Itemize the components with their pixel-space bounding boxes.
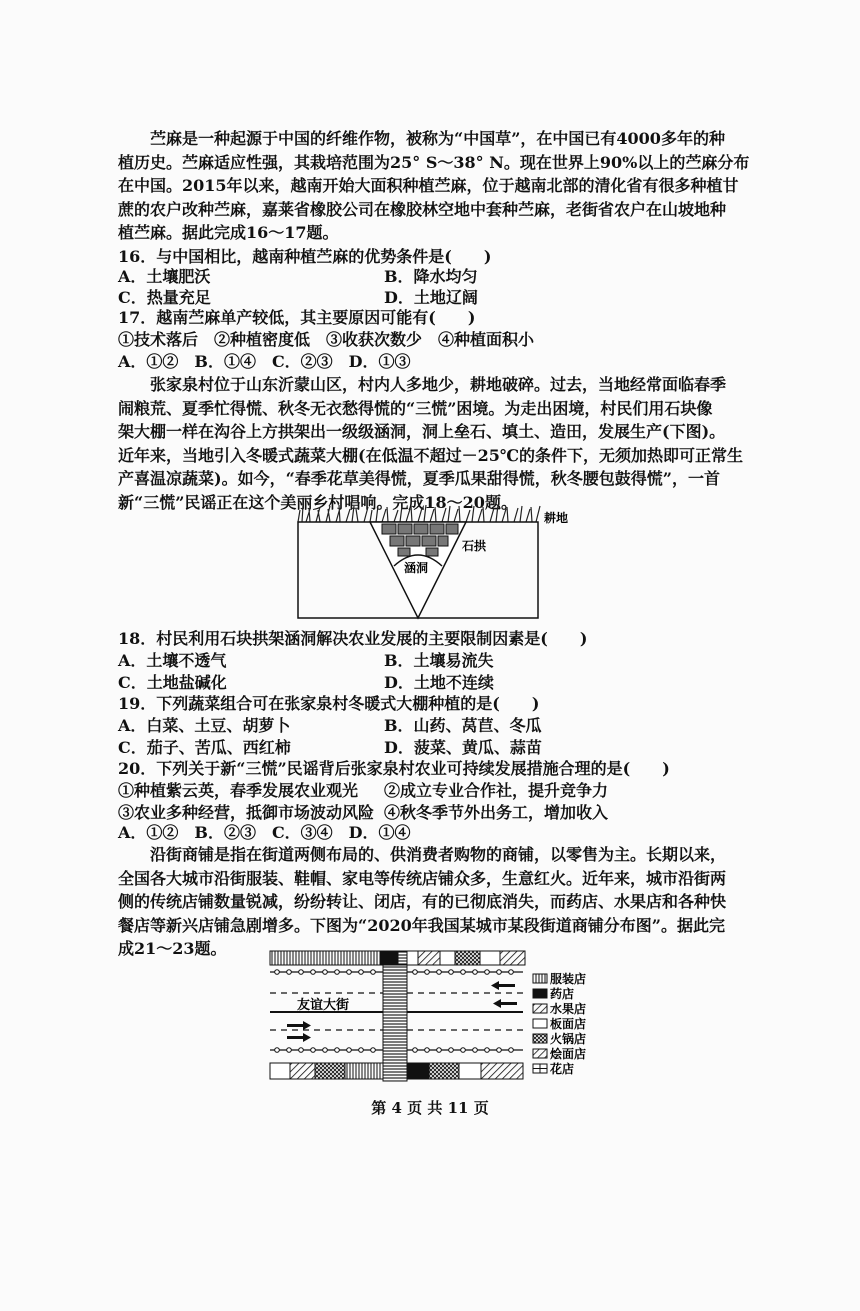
passage-line: 全国各大城市沿街服装、鞋帽、家电等传统店铺众多，生意红火。近年来，城市沿街两 <box>118 868 727 888</box>
passage-line: 植苎麻。据此完成16～17题。 <box>118 223 339 242</box>
q19-option-b: B．山药、莴苣、冬瓜 <box>384 716 542 735</box>
q18-option-d: D．土地不连续 <box>384 673 494 692</box>
passage-street-shops <box>118 843 758 961</box>
question-16-stem: 16．与中国相比，越南种植苎麻的优势条件是( ) <box>118 247 492 266</box>
passage-line: 成21～23题。 <box>118 939 227 958</box>
q18-option-a: A．土壤不透气 <box>118 651 227 670</box>
farmland-label: 耕地 <box>544 511 569 525</box>
cross-street <box>383 951 407 1081</box>
passage-line: 植历史。苎麻适应性强，其栽培范围为25° S～38° N。现在世界上90%以上的苎麻分布 <box>118 152 750 172</box>
passage-line: 闹粮荒、夏季忙得慌、秋冬无衣愁得慌的“三慌”困境。为走出困境，村民们用石块像 <box>118 398 713 418</box>
passage-line: 餐店等新兴店铺急剧增多。下图为“2020年我国某城市某段街道商铺分布图”。据此完 <box>118 915 725 935</box>
passage-line: 架大棚一样在沟谷上方拱架出一级级涵洞，洞上垒石、填土、造田，发展生产(下图)。 <box>118 422 726 441</box>
passage-line: 近年来，当地引入冬暖式蔬菜大棚(在低温不超过－25℃的条件下，无须加热即可正常生 <box>118 445 744 465</box>
q19-option-d: D．菠菜、黄瓜、蒜苗 <box>384 738 542 757</box>
legend-noodle: 板面店 <box>550 1017 587 1031</box>
passage-line: 苎麻是一种起源于中国的纤维作物，被称为“中国草”，在中国已有4000多年的种 <box>150 129 725 148</box>
q16-option-d: D．土地辽阔 <box>384 288 478 307</box>
question-19-stem: 19．下列蔬菜组合可在张家泉村冬暖式大棚种植的是( ) <box>118 694 540 713</box>
passage-line: 侧的传统店铺数量锐减，纷纷转让、闭店，有的已彻底消失，而药店、水果店和各种快 <box>118 892 727 911</box>
q17-items: ①技术落后 ②种植密度低 ③收获次数少 ④种植面积小 <box>118 330 535 349</box>
q16-option-c: C．热量充足 <box>118 288 211 307</box>
legend-fruit: 水果店 <box>550 1002 587 1016</box>
grass-icon <box>298 505 540 522</box>
legend-pharmacy: 药店 <box>550 987 575 1001</box>
legend-stewed-noodle: 烩面店 <box>550 1047 587 1061</box>
map-legend <box>533 974 547 1073</box>
street-shop-map <box>265 948 625 1088</box>
street-name-label: 友谊大街 <box>296 998 350 1013</box>
q16-option-b: B．降水均匀 <box>384 267 478 286</box>
passage-ramie <box>118 127 758 245</box>
q16-option-a: A．土壤肥沃 <box>118 267 211 286</box>
legend-hotpot: 火锅店 <box>550 1032 587 1046</box>
q20-choices: A．①② B．②③ C．③④ D．①④ <box>118 823 411 842</box>
q20-item-2: ②成立专业合作社，提升竞争力 <box>384 781 609 800</box>
passage-zhangjiaquan <box>118 373 758 514</box>
question-17-stem: 17．越南苎麻单产较低，其主要原因可能有( ) <box>118 308 476 327</box>
culvert-label: 涵洞 <box>403 561 429 575</box>
q20-item-1: ①种植紫云英，春季发展农业观光 <box>118 781 359 800</box>
q20-item-3: ③农业多种经营，抵御市场波动风险 <box>118 803 375 822</box>
question-20-stem: 20．下列关于新“三慌”民谣背后张家泉村农业可持续发展措施合理的是( ) <box>118 759 670 778</box>
passage-line: 沿街商铺是指在街道两侧布局的、供消费者购物的商铺，以零售为主。长期以来， <box>150 845 727 864</box>
q19-option-a: A．白菜、土豆、胡萝卜 <box>118 716 291 735</box>
passage-line: 产喜温凉蔬菜)。如今，“春季花草美得慌，夏季瓜果甜得慌，秋冬腰包鼓得慌”，一首 <box>118 469 720 488</box>
passage-line: 新“三慌”民谣正在这个美丽乡村唱响。完成18～20题。 <box>118 492 517 512</box>
page-number: 第 4 页 共 11 页 <box>371 1099 489 1117</box>
question-18-stem: 18．村民利用石块拱架涵洞解决农业发展的主要限制因素是( ) <box>118 629 588 648</box>
passage-line: 在中国。2015年以来，越南开始大面积种植苎麻，位于越南北部的清化省有很多种植甘 <box>118 176 739 195</box>
passage-line: 张家泉村位于山东沂蒙山区，村内人多地少，耕地破碎。过去，当地经常面临春季 <box>150 375 727 394</box>
legend-flower: 花店 <box>550 1062 575 1076</box>
q18-option-c: C．土地盐碱化 <box>118 673 227 692</box>
q18-option-b: B．土壤易流失 <box>384 651 494 670</box>
passage-line: 蔗的农户改种苎麻，嘉莱省橡胶公司在橡胶林空地中套种苎麻，老街省农户在山坡地种 <box>118 199 727 219</box>
q20-item-4: ④秋冬季节外出务工，增加收入 <box>384 803 609 822</box>
stone-arch-label: 石拱 <box>462 539 487 553</box>
q17-choices: A．①② B．①④ C．②③ D．①③ <box>118 352 411 371</box>
culvert-diagram <box>290 500 590 625</box>
legend-clothing: 服装店 <box>550 972 587 986</box>
q19-option-c: C．茄子、苦瓜、西红柿 <box>118 738 291 757</box>
